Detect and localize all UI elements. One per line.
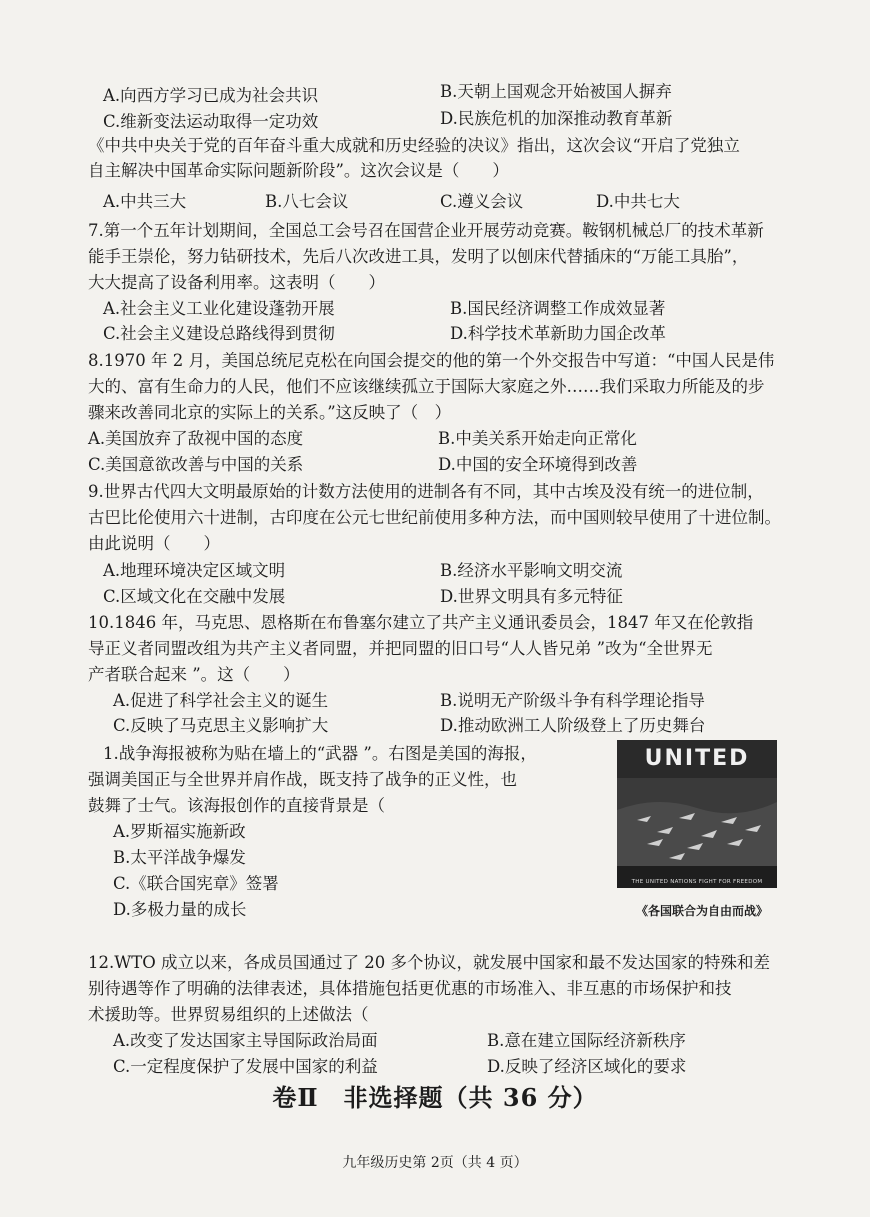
q11-option-b: B.太平洋战争爆发: [113, 848, 246, 867]
q5-option-c: C.维新变法运动取得一定功效: [103, 112, 319, 131]
q8-stem-line3: 骤来改善同北京的实际上的关系。”这反映了（ ）: [88, 403, 452, 422]
q7-stem-line3: 大大提高了设备利用率。这表明（ ）: [88, 273, 385, 292]
q10-option-c: C.反映了马克思主义影响扩大: [113, 716, 329, 735]
q12-option-d: D.反映了经济区域化的要求: [487, 1057, 687, 1076]
q10-stem-line3: 产者联合起来 ”。这（ ）: [88, 665, 300, 684]
q8-stem-line2: 大的、富有生命力的人民，他们不应该继续孤立于国际大家庭之外……我们采取力所能及的步: [88, 377, 765, 396]
united-poster-image: [617, 740, 777, 888]
q8-option-c: C.美国意欲改善与中国的关系: [88, 455, 304, 474]
q9-stem-line1: 9.世界古代四大文明最原始的计数方法使用的进制各有不同，其中古埃及没有统一的进位制，: [88, 482, 764, 501]
q6-stem-line2: 自主解决中国革命实际问题新阶段”。这次会议是（ ）: [88, 161, 509, 180]
q11-stem-line2: 强调美国正与全世界并肩作战，既支持了战争的正义性，也: [88, 770, 517, 789]
q7-option-b: B.国民经济调整工作成效显著: [450, 299, 666, 318]
q9-stem-line3: 由此说明（ ）: [88, 534, 220, 553]
q5-option-a: A.向西方学习已成为社会共识: [103, 86, 319, 105]
q11-option-c: C.《联合国宪章》签署: [113, 874, 279, 893]
page-footer: 九年级历史第 2页（共 4 页）: [342, 1155, 528, 1171]
poster-caption: 《各国联合为自由而战》: [635, 904, 768, 918]
q6-option-c: C.遵义会议: [440, 192, 524, 211]
q6-option-a: A.中共三大: [103, 192, 187, 211]
poster-artwork: [617, 740, 777, 888]
q9-option-a: A.地理环境决定区域文明: [103, 561, 286, 580]
q8-option-b: B.中美关系开始走向正常化: [438, 429, 637, 448]
q12-stem-line1: 12.WTO 成立以来，各成员国通过了 20 多个协议，就发展中国家和最不发达国家的特殊和差: [88, 953, 770, 972]
q7-option-d: D.科学技术革新助力国企改革: [450, 324, 666, 343]
q9-option-d: D.世界文明具有多元特征: [440, 587, 623, 606]
q6-stem-line1: 《中共中央关于党的百年奋斗重大成就和历史经验的决议》指出，这次会议“开启了党独立: [88, 136, 740, 155]
q7-option-a: A.社会主义工业化建设蓬勃开展: [103, 299, 335, 318]
q10-option-b: B.说明无产阶级斗争有科学理论指导: [440, 691, 705, 710]
q5-option-d: D.民族危机的加深推动教育革新: [440, 109, 673, 128]
q11-option-a: A.罗斯福实施新政: [113, 822, 246, 841]
q12-option-a: A.改变了发达国家主导国际政治局面: [113, 1031, 378, 1050]
q7-stem-line1: 7.第一个五年计划期间，全国总工会号召在国营企业开展劳动竞赛。鞍钢机械总厂的技术革新: [88, 221, 764, 240]
q12-stem-line3: 术援助等。世界贸易组织的上述做法（: [88, 1005, 369, 1024]
q7-option-c: C.社会主义建设总路线得到贯彻: [103, 324, 335, 343]
q12-stem-line2: 别待遇等作了明确的法律表述，具体措施包括更优惠的市场准入、非互惠的市场保护和技: [88, 979, 732, 998]
q10-option-d: D.推动欧洲工人阶级登上了历史舞台: [440, 716, 706, 735]
q5-option-b: B.天朝上国观念开始被国人摒弃: [440, 82, 672, 101]
q10-stem-line1: 10.1846 年，马克思、恩格斯在布鲁塞尔建立了共产主义通讯委员会，1847 年又在伦敦指: [88, 613, 754, 632]
q8-option-a: A.美国放弃了敌视中国的态度: [88, 429, 304, 448]
section-title: 卷Ⅱ 非选择题（共 36 分）: [272, 1083, 598, 1112]
q11-option-d: D.多极力量的成长: [113, 900, 247, 919]
q9-stem-line2: 古巴比伦使用六十进制，古印度在公元七世纪前使用多种方法，而中国则较早使用了十进位制。: [88, 508, 781, 527]
poster-subtitle: THE UNITED NATIONS FIGHT FOR FREEDOM: [631, 879, 763, 885]
q10-stem-line2: 导正义者同盟改组为共产主义者同盟，并把同盟的旧口号“人人皆兄弟 ”改为“全世界无: [88, 639, 713, 658]
q8-stem-line1: 8.1970 年 2 月，美国总统尼克松在向国会提交的他的第一个外交报告中写道：“中国人民是伟: [88, 351, 775, 370]
q10-option-a: A.促进了科学社会主义的诞生: [113, 691, 329, 710]
q11-stem-line3: 鼓舞了士气。该海报创作的直接背景是（: [88, 796, 385, 815]
q9-option-b: B.经济水平影响文明交流: [440, 561, 623, 580]
q12-option-b: B.意在建立国际经济新秩序: [487, 1031, 686, 1050]
q7-stem-line2: 能手王崇伦，努力钻研技术，先后八次改进工具，发明了以刨床代替插床的“万能工具胎”，: [88, 247, 749, 266]
q6-option-d: D.中共七大: [596, 192, 680, 211]
q11-stem-line1: 1.战争海报被称为贴在墙上的“武器 ”。右图是美国的海报，: [103, 744, 537, 763]
q8-option-d: D.中国的安全环境得到改善: [438, 455, 638, 474]
q9-option-c: C.区域文化在交融中发展: [103, 587, 286, 606]
q12-option-c: C.一定程度保护了发展中国家的利益: [113, 1057, 378, 1076]
q6-option-b: B.八七会议: [265, 192, 349, 211]
poster-title: UNITED: [644, 746, 750, 771]
